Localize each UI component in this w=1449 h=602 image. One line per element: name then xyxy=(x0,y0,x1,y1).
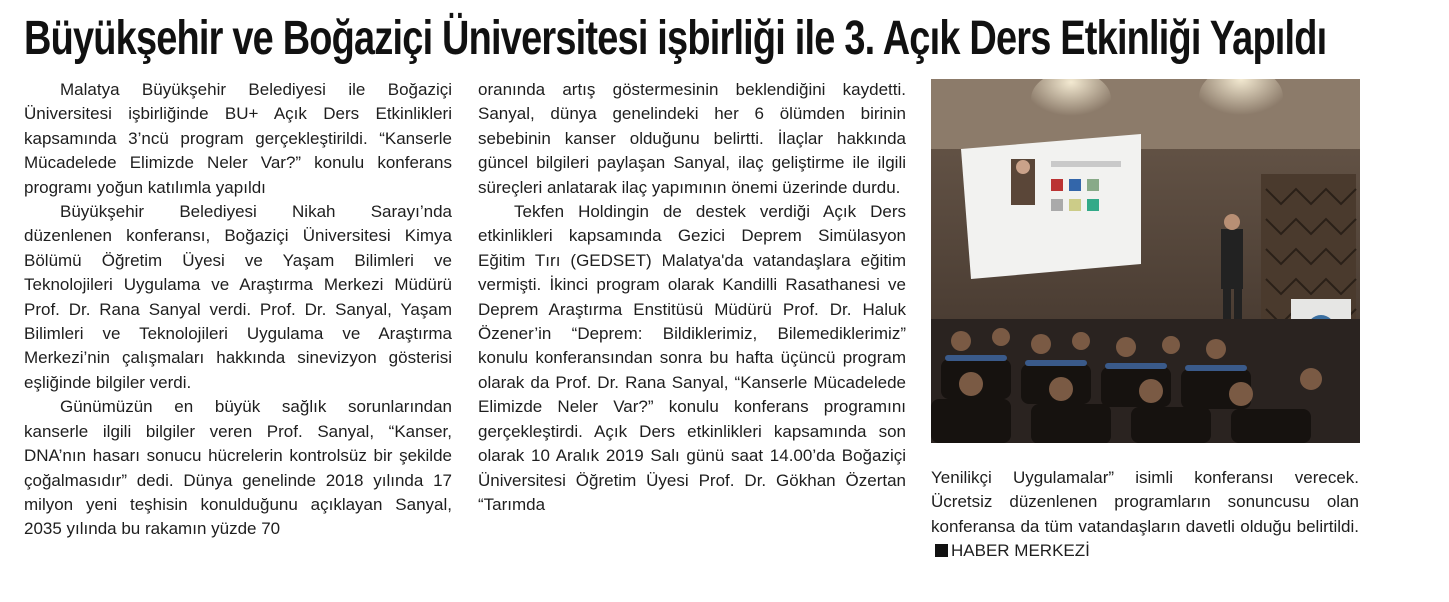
article-column-1 xyxy=(24,78,452,542)
byline: HABER MERKEZİ xyxy=(951,541,1090,561)
article-column-2 xyxy=(478,78,906,517)
paragraph: oranında artış göstermesinin beklendiğini kaydetti. Sanyal, dünya genelindeki her 6 ölümden birinin sebebinin kanser olduğunu belirtti. İlaçlar hakkında güncel bilgileri paylaşan Sanyal, ilaç geliştirme ile ilgili süreçleri anlatarak ilaç yapımının önemi üzerinde durdu. xyxy=(478,80,906,197)
headline: Büyükşehir ve Boğaziçi Üniversitesi işbirliği ile 3. Açık Ders Etkinliği Yapıldı xyxy=(24,12,1327,65)
article-column-3 xyxy=(931,466,1359,564)
paragraph: Günümüzün en büyük sağlık sorunlarından kanserle ilgili bilgiler veren Prof. Sanyal, “Kanser, DNA’nın hasarı sonucu hücrelerin kontrolsüz bir şekilde çoğalmasıdır” dedi. Dünya genelinde 2018 yılında 17 milyon yeni teşhisin konulduğunu açıklayan Sanyal, 2035 yılında bu rakamın yüzde 70 xyxy=(24,397,452,539)
conference-photo xyxy=(931,79,1360,443)
square-bullet-icon xyxy=(935,544,948,557)
paragraph: Malatya Büyükşehir Belediyesi ile Boğaziçi Üniversitesi işbirliğinde BU+ Açık Ders Etkinlikleri kapsamında 3’ncü program gerçekleştirildi. “Kanserle Mücadelede Elimizde Neler Var?” konulu konferans programı yoğun katılımla yapıldı xyxy=(24,80,452,197)
paragraph: Büyükşehir Belediyesi Nikah Sarayı’nda düzenlenen konferansı, Boğaziçi Üniversitesi Kimya Bölümü Öğretim Üyesi ve Yaşam Bilimleri ve Teknolojileri Uygulama ve Araştırma Merkezi Müdürü Prof. Dr. Rana Sanyal verdi. Prof. Dr. Sanyal, Yaşam Bilimleri ve Teknolojileri Uygulama ve Araştırma Merkezi’nin çalışmaları hakkında sinevizyon gösterisi eşliğinde bilgiler verdi. xyxy=(24,202,452,392)
paragraph xyxy=(931,466,1359,564)
paragraph-text: Yenilikçi Uygulamalar” isimli konferansı verecek. Ücretsiz düzenlenen programların sonuncusu olan konferansa da tüm vatandaşların davetli olduğu belirtildi. xyxy=(931,468,1359,536)
paragraph: Tekfen Holdingin de destek verdiği Açık Ders etkinlikleri kapsamında Gezici Deprem Simülasyon Eğitim Tırı (GEDSET) Malatya'da vatandaşlara eğitim vermişti. İkinci program olarak Kandilli Rasathanesi ve Deprem Araştırma Enstitüsü Müdürü Prof. Dr. Haluk Özener’in “Deprem: Bildiklerimiz, Bilemediklerimiz” konulu konferansından sonra bu hafta üçüncü program olarak da Prof. Dr. Rana Sanyal, “Kanserle Mücadelede Elimizde Neler Var?” konulu konferans programını gerçekleştirdi. Açık Ders etkinlikleri kapsamında son olarak 10 Aralık 2019 Salı günü saat 14.00’da Boğaziçi Üniversitesi Öğretim Üyesi Prof. Dr. Gökhan Özertan “Tarımda xyxy=(478,202,906,514)
